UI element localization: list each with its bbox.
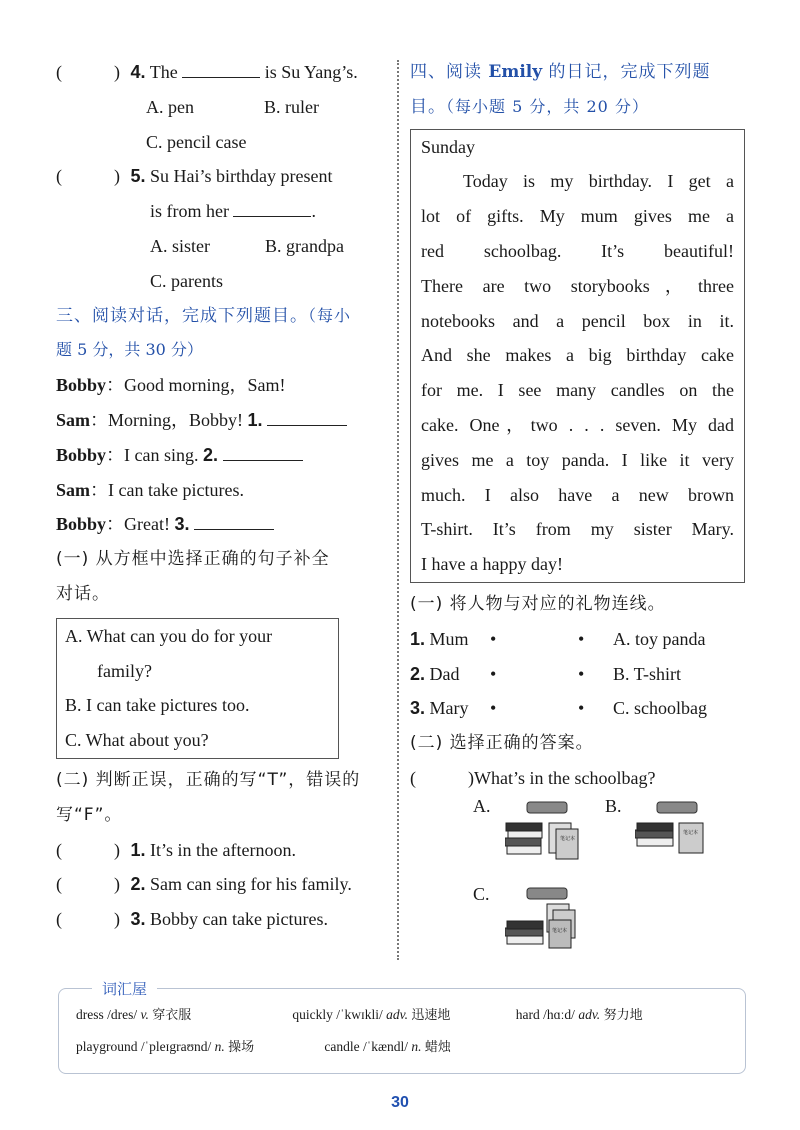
vocab-pos: adv.: [386, 1007, 408, 1022]
diary-line: much. I also have a new brown: [421, 484, 734, 505]
match-dot-left[interactable]: •: [490, 628, 497, 649]
left-column: [56, 55, 386, 937]
question-5-line2: [56, 194, 386, 229]
dialogue-text: I can take pictures.: [108, 479, 244, 500]
diary-line: lot of gifts. My mum gives me a: [421, 206, 734, 227]
question-5: [56, 159, 386, 194]
right-column: [410, 55, 755, 946]
answer-paren-open[interactable]: (: [56, 909, 62, 930]
answer-paren-open[interactable]: (: [56, 874, 62, 895]
vocab-meaning: 努力地: [603, 1008, 643, 1023]
match-person: Mum: [429, 628, 469, 649]
speaker: Bobby: [56, 444, 107, 465]
item-text: Sam can sing for his family.: [150, 874, 352, 895]
match-number: 2.: [410, 663, 426, 684]
dialogue-text: Morning，Bobby!: [108, 409, 244, 430]
blank-number: 1.: [247, 409, 263, 430]
dialogue: [56, 368, 386, 542]
option-a: A. sister: [150, 235, 210, 256]
question-4-options-row2: [56, 125, 386, 160]
answer-paren-close: ): [468, 767, 474, 788]
section-4-title: [410, 55, 755, 90]
match-row: [410, 657, 755, 692]
match-number: 1.: [410, 628, 426, 649]
vocab-meaning: 操场: [228, 1040, 255, 1055]
answer-paren-open: (: [56, 166, 62, 187]
match-dot-left[interactable]: •: [490, 663, 497, 684]
vocab-meaning: 迅速地: [411, 1008, 451, 1023]
match-row: [410, 691, 755, 726]
vocab-pos: n.: [411, 1039, 422, 1054]
section-4-title-name: Emily: [488, 62, 543, 82]
vocab-entry: [76, 1036, 321, 1055]
vocab-ipa: /dres/: [107, 1007, 138, 1022]
match-dot-right[interactable]: •: [578, 698, 585, 719]
match-gift: C. schoolbag: [613, 698, 707, 719]
part-1-instruction: (一) 将人物与对应的礼物连线。: [410, 593, 666, 614]
vocab-entry: [516, 1007, 643, 1022]
question-text: Su Hai’s birthday present: [150, 166, 333, 187]
vocab-word: playground: [76, 1039, 138, 1054]
question-5-options-row1: [56, 229, 386, 264]
diary-line: There are two storybooks，three: [421, 275, 734, 296]
section-4-title-post: 的日记，完成下列题: [542, 62, 711, 82]
section-4-title-cont: [410, 90, 755, 125]
diary-line: cake. One，two . . . seven. My dad: [421, 414, 734, 435]
vocab-entry: [324, 1039, 451, 1054]
option-a: A. pen: [146, 96, 194, 117]
question-5-options-row2: [56, 264, 386, 299]
question-4: [56, 55, 386, 90]
answer-paren-close: ): [114, 874, 120, 895]
answer-blank[interactable]: [223, 443, 303, 461]
diary-line: T-shirt. It’s from my sister Mary.: [421, 519, 734, 540]
answer-paren-close: ): [114, 62, 120, 82]
vocab-word: quickly: [292, 1007, 333, 1022]
question-text: What’s in the schoolbag?: [474, 767, 656, 788]
answer-paren-open[interactable]: (: [410, 767, 416, 788]
answer-paren-close: ): [114, 166, 120, 187]
picture-question: [410, 761, 755, 796]
vocab-pos: adv.: [578, 1007, 601, 1022]
colon: ：: [106, 514, 125, 535]
notebooks-icon: [549, 823, 578, 859]
item-number: 1.: [130, 839, 146, 860]
option-b-picture[interactable]: [635, 796, 725, 866]
diary-line: I have a happy day!: [421, 554, 563, 575]
option-b: B. ruler: [264, 96, 319, 117]
question-number: 5.: [130, 166, 146, 187]
part-1-instruction: (一) 从方框中选择正确的句子补全: [56, 549, 330, 570]
column-divider: [397, 60, 399, 960]
match-dot-right[interactable]: •: [578, 663, 585, 684]
dialogue-line: [56, 438, 386, 473]
vocab-pos: v.: [140, 1007, 149, 1022]
vocabulary-border: [58, 988, 746, 1074]
storybooks-icon: [505, 823, 542, 854]
option-c: C. parents: [150, 270, 223, 291]
answer-blank[interactable]: [182, 60, 260, 78]
item-number: 2.: [130, 874, 146, 895]
colon: ：: [90, 409, 109, 430]
speaker: Sam: [56, 479, 91, 500]
speaker: Sam: [56, 409, 91, 430]
diary-box: [410, 129, 745, 583]
tf-item: [56, 902, 386, 937]
dialogue-text: Good morning，Sam!: [124, 375, 286, 396]
colon: ：: [106, 375, 125, 396]
svg-text:笔记本: 笔记本: [683, 829, 699, 836]
notebooks-icon: [547, 904, 575, 948]
diary-line: Today is my birthday. I get a: [463, 171, 734, 192]
question-number: 4.: [130, 62, 146, 82]
section-3-score: （每小: [308, 305, 352, 325]
vocab-ipa: /ˈpleɪgraʊnd/: [140, 1039, 212, 1054]
dialogue-line: [56, 507, 386, 542]
diary-line: And she makes a big birthday cake: [421, 345, 734, 366]
vocab-ipa: /ˈkændl/: [362, 1039, 408, 1054]
part-2-instruction: (二) 判断正误，正确的写“T”，错误的: [56, 769, 361, 790]
vocab-row-1: [76, 1004, 643, 1023]
speaker: Bobby: [56, 514, 107, 535]
match-row: [410, 622, 755, 657]
question-text-post: is Su Yang’s.: [264, 62, 358, 82]
match-dot-left[interactable]: •: [490, 698, 497, 719]
storybooks-icon: [635, 823, 673, 846]
notebook-icon: [679, 823, 703, 853]
question-text-pre: is from her: [150, 201, 229, 222]
answer-paren-close: ): [114, 909, 120, 930]
option-c: C. pencil case: [146, 131, 247, 152]
item-text: Bobby can take pictures.: [150, 909, 328, 930]
option-b-label[interactable]: B.: [605, 795, 622, 816]
vocab-ipa: /hɑːd/: [543, 1007, 575, 1022]
vocabulary-title: 词汇屋: [92, 978, 157, 999]
choice-c: C. What about you?: [65, 730, 209, 751]
dialogue-line: [56, 403, 386, 438]
page-number: 30: [391, 1094, 409, 1111]
section-4-title-line2: 目。: [410, 96, 446, 117]
answer-blank[interactable]: [194, 512, 274, 530]
answer-paren-open[interactable]: (: [56, 839, 62, 860]
option-c-picture[interactable]: [505, 884, 595, 954]
match-number: 3.: [410, 698, 426, 719]
option-c-label[interactable]: C.: [473, 883, 490, 904]
question-text-pre: The: [149, 62, 178, 82]
blank-number: 3.: [174, 514, 190, 535]
diary-line: red schoolbag. It’s beautiful!: [421, 240, 734, 261]
dialogue-line: [56, 473, 386, 508]
choices-box: [56, 618, 339, 759]
match-person: Dad: [429, 663, 460, 684]
match-dot-right[interactable]: •: [578, 628, 585, 649]
answer-paren-close: ): [114, 839, 120, 860]
section-4-title-pre: 四、阅读: [410, 62, 489, 82]
diary-line: for me. I see many candles on the: [421, 380, 734, 401]
tf-item: [56, 867, 386, 902]
dialogue-text: Great!: [124, 514, 170, 535]
vocab-word: candle: [324, 1039, 360, 1054]
section-3-score-cont: 题 5 分，共 30 分）: [56, 340, 203, 360]
answer-blank[interactable]: [233, 199, 311, 217]
question-4-options-row1: [56, 90, 386, 125]
option-b: B. grandpa: [265, 235, 344, 256]
answer-paren-open: (: [56, 62, 62, 82]
choice-a-cont: family?: [97, 660, 152, 681]
section-3-title-text: 三、阅读对话，完成下列题目。: [56, 305, 308, 326]
blank-number: 2.: [203, 444, 219, 465]
question-text-post: .: [311, 201, 316, 222]
choice-a: A. What can you do for your: [65, 625, 273, 646]
svg-text:笔记本: 笔记本: [560, 835, 576, 842]
vocab-word: dress: [76, 1007, 104, 1022]
vocab-pos: n.: [214, 1039, 225, 1054]
section-3-title: [56, 299, 386, 334]
section-4-score: （每小题 5 分，共 20 分）: [446, 96, 649, 116]
match-gift: B. T-shirt: [613, 663, 682, 684]
vocab-meaning: 蜡烛: [424, 1040, 451, 1055]
option-a-picture[interactable]: [505, 796, 595, 866]
part-1-instruction-cont: 对话。: [56, 583, 110, 604]
option-a-label[interactable]: A.: [473, 795, 491, 816]
speaker: Bobby: [56, 375, 107, 396]
item-number: 3.: [130, 909, 146, 930]
match-person: Mary: [429, 698, 469, 719]
tf-item: [56, 833, 386, 868]
dialogue-text: I can sing.: [124, 444, 199, 465]
part-2-instruction-cont: 写“F”。: [56, 804, 123, 825]
vocab-entry: [292, 1004, 512, 1023]
vocab-row-2: [76, 1036, 451, 1055]
diary-line: notebooks and a pencil box in it.: [421, 310, 734, 331]
vocabulary-box: [58, 978, 746, 1074]
storybooks-icon: [505, 921, 543, 944]
vocab-meaning: 穿衣服: [152, 1008, 192, 1023]
choice-b: B. I can take pictures too.: [65, 695, 250, 716]
colon: ：: [90, 479, 109, 500]
vocab-entry: [76, 1004, 289, 1023]
dialogue-line: [56, 368, 386, 403]
svg-text:笔记本: 笔记本: [552, 927, 568, 934]
vocab-word: hard: [515, 1007, 540, 1022]
diary-day: Sunday: [421, 136, 475, 157]
diary-line: gives me a toy panda. I like it very: [421, 449, 734, 470]
part-2-instruction: (二) 选择正确的答案。: [410, 733, 594, 754]
vocab-ipa: /ˈkwɪkli/: [336, 1007, 383, 1022]
answer-blank[interactable]: [267, 408, 347, 426]
colon: ：: [106, 444, 125, 465]
item-text: It’s in the afternoon.: [150, 839, 296, 860]
match-gift: A. toy panda: [613, 628, 706, 649]
picture-options: [410, 796, 755, 946]
